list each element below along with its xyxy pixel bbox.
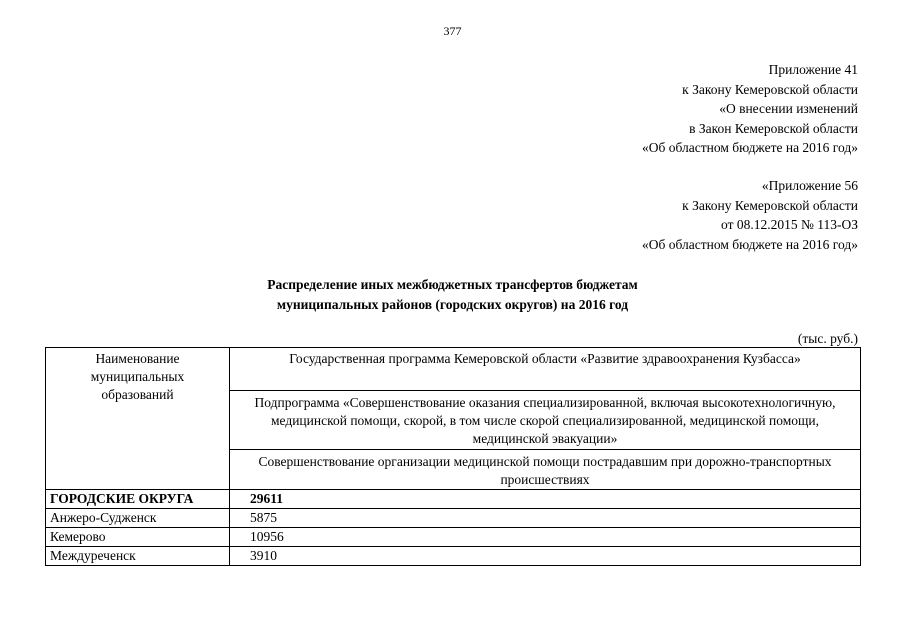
- table-row: [46, 528, 861, 547]
- header-name-line: образований: [101, 387, 174, 402]
- row-name: Кемерово: [46, 528, 230, 547]
- document-title-line: Распределение иных межбюджетных трансфертов бюджетам: [267, 277, 638, 292]
- annex-56-line: к Закону Кемеровской области: [682, 197, 858, 213]
- transfers-table: [45, 347, 861, 566]
- table-row: [46, 509, 861, 528]
- page-number: 377: [443, 24, 462, 38]
- header-municipality-name: [46, 348, 230, 490]
- row-name: ГОРОДСКИЕ ОКРУГА: [46, 490, 230, 509]
- annex-41-line: в Закон Кемеровской области: [689, 120, 858, 136]
- annex-41-header: [642, 60, 858, 158]
- annex-56-line: «Приложение 56: [761, 178, 858, 193]
- header-name-line: Наименование: [95, 351, 180, 366]
- table-row: [46, 547, 861, 566]
- annex-41-line: «О внесении изменений: [719, 101, 858, 116]
- row-value: 29611: [230, 490, 861, 509]
- annex-41-line: Приложение 41: [768, 62, 858, 77]
- header-subprogram: Подпрограмма «Совершенствование оказания специализированной, включая высокотехнологичную, медицинской помощи, скорой, в том числе скорой специализированной, медицинской помощи, медицинской эвакуации»: [230, 391, 861, 450]
- row-value: 3910: [230, 547, 861, 566]
- annex-41-line: «Об областном бюджете на 2016 год»: [642, 140, 858, 155]
- annex-56-header: [642, 176, 858, 254]
- header-state-program: Государственная программа Кемеровской области «Развитие здравоохранения Кузбасса»: [230, 348, 861, 391]
- table-row-total: [46, 490, 861, 509]
- header-name-line: муниципальных: [90, 369, 185, 384]
- row-name: Междуреченск: [46, 547, 230, 566]
- document-title: [0, 275, 905, 314]
- annex-41-line: к Закону Кемеровской области: [682, 81, 858, 97]
- document-title-line: муниципальных районов (городских округов) на 2016 год: [276, 296, 629, 312]
- header-event: Совершенствование организации медицинской помощи пострадавшим при дорожно-транспортных происшествиях: [230, 450, 861, 490]
- units-note: (тыс. руб.): [797, 331, 858, 346]
- table-header-row: [46, 348, 861, 391]
- row-name: Анжеро-Судженск: [46, 509, 230, 528]
- annex-56-line: «Об областном бюджете на 2016 год»: [642, 236, 858, 252]
- row-value: 10956: [230, 528, 861, 547]
- annex-56-line: от 08.12.2015 № 113-ОЗ: [721, 217, 858, 232]
- row-value: 5875: [230, 509, 861, 528]
